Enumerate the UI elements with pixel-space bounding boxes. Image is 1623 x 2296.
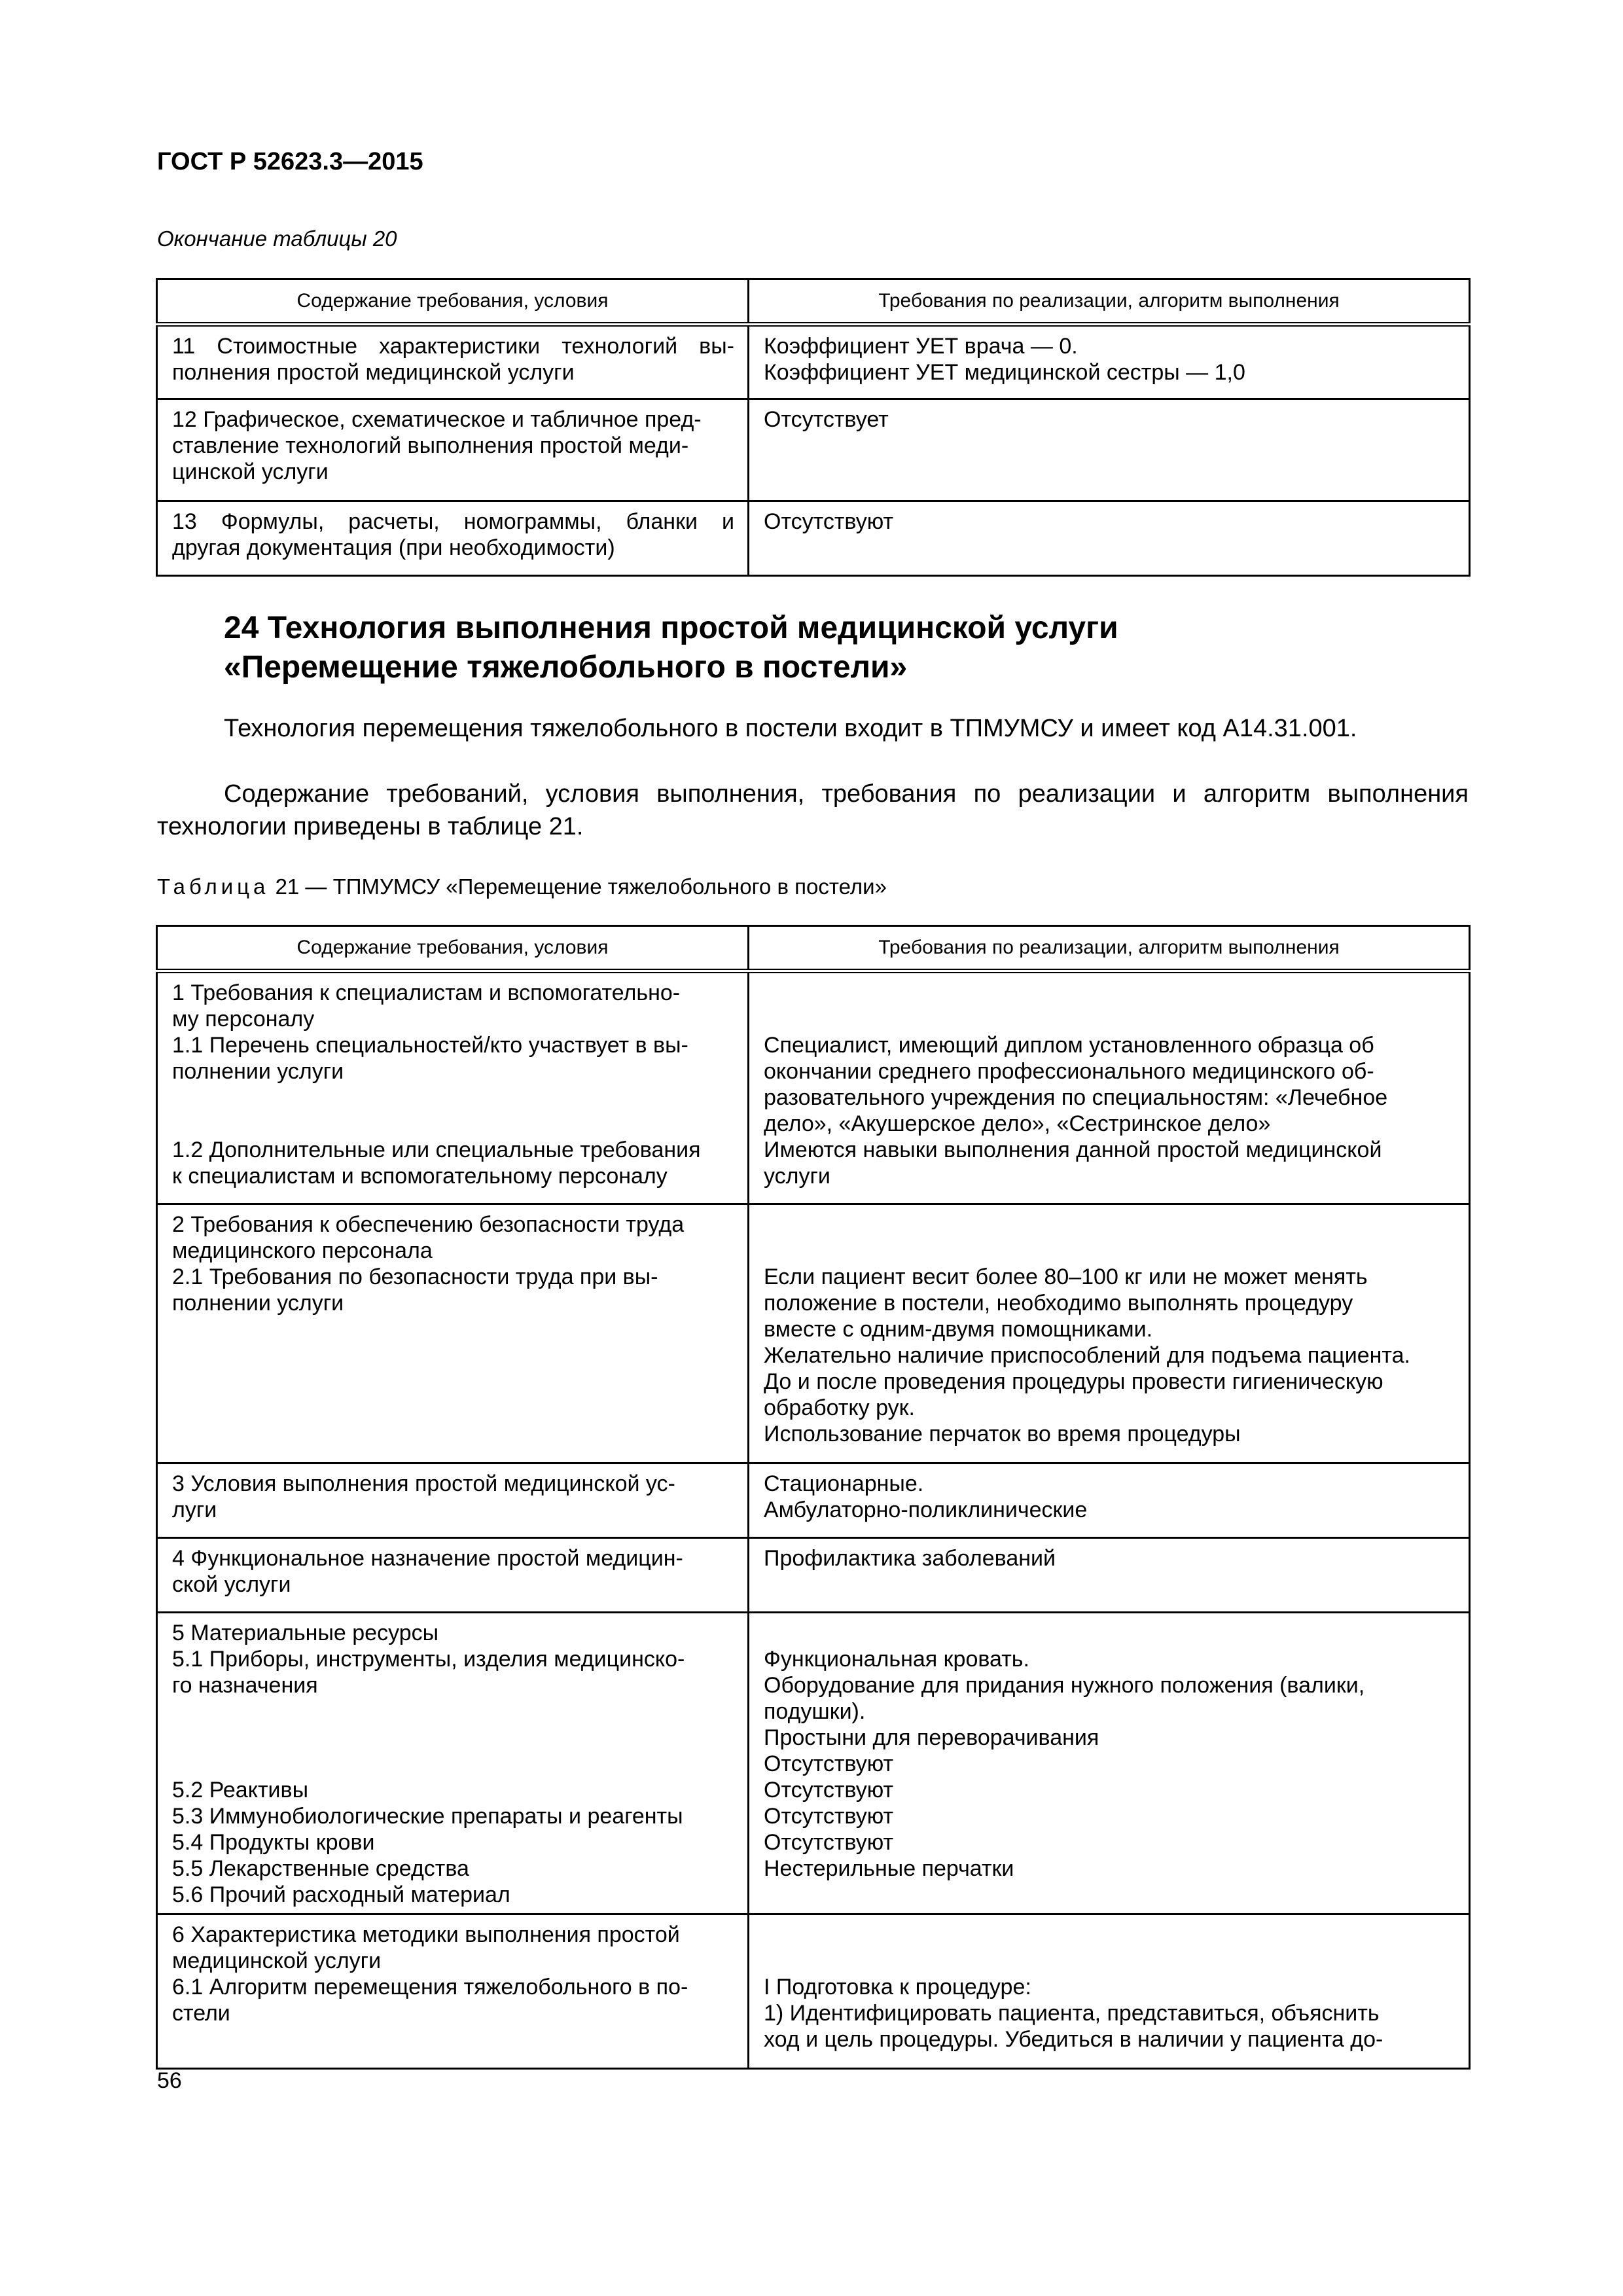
implementation-cell — [749, 1204, 1470, 1463]
requirement-cell — [157, 325, 749, 399]
table-row — [157, 325, 1470, 399]
section-title-line: 24 Технология выполнения простой медицинской услуги — [224, 611, 1118, 645]
cell-line: ской услуги — [172, 1572, 291, 1597]
cell-line: другая документация (при необходимости) — [172, 535, 615, 560]
table-caption-word: Таблица — [157, 874, 270, 899]
cell-line: Оборудование для придания нужного положения (валики, — [764, 1673, 1365, 1698]
cell-line: цинской услуги — [172, 459, 329, 484]
column-header-requirement: Содержание требования, условия — [157, 279, 749, 325]
table-row — [157, 1538, 1470, 1613]
column-header-requirement: Содержание требования, условия — [157, 926, 749, 971]
requirement-cell — [157, 1538, 749, 1613]
cell-line: 1.1 Перечень специальностей/кто участвует в вы- — [172, 1033, 688, 1058]
cell-line: 5.3 Иммунобиологические препараты и реагенты — [172, 1804, 683, 1829]
cell-line: 13 Формулы, расчеты, номограммы, бланки и — [172, 509, 734, 534]
document-code-header: ГОСТ Р 52623.3—2015 — [157, 148, 423, 175]
table-row — [157, 971, 1470, 1204]
cell-line: Нестерильные перчатки — [764, 1856, 1014, 1881]
table-continuation-caption: Окончание таблицы 20 — [157, 226, 397, 251]
cell-line: 1.2 Дополнительные или специальные требования — [172, 1138, 701, 1162]
section-title — [224, 609, 1118, 687]
cell-line: Амбулаторно-поликлинические — [764, 1498, 1088, 1522]
cell-line: медицинской услуги — [172, 1948, 382, 1973]
cell-line: Отсутствуют — [764, 1830, 894, 1855]
implementation-cell — [749, 325, 1470, 399]
cell-line: обработку рук. — [764, 1395, 915, 1420]
cell-line: 1) Идентифицировать пациента, представиться, объяснить — [764, 2001, 1380, 2026]
cell-line: 5 Материальные ресурсы — [172, 1621, 439, 1645]
cell-line: полнении услуги — [172, 1291, 344, 1316]
page-number: 56 — [157, 2068, 182, 2093]
cell-line: ход и цель процедуры. Убедиться в наличии у пациента до- — [764, 2027, 1383, 2052]
table-20 — [156, 278, 1471, 577]
cell-line: 5.6 Прочий расходный материал — [172, 1882, 510, 1907]
requirement-cell — [157, 1613, 749, 1914]
cell-line: 5.5 Лекарственные средства — [172, 1856, 469, 1881]
column-header-implementation: Требования по реализации, алгоритм выполнения — [749, 926, 1470, 971]
table-caption — [157, 874, 887, 899]
paragraph — [157, 778, 1469, 843]
implementation-cell — [749, 1463, 1470, 1538]
cell-line: 4 Функциональное назначение простой медицин- — [172, 1546, 683, 1571]
cell-line: полнении услуги — [172, 1059, 344, 1084]
section-title-line: «Перемещение тяжелобольного в постели» — [224, 650, 908, 685]
cell-line: Отсутствуют — [764, 1804, 894, 1829]
cell-line: Отсутствует — [764, 407, 889, 432]
cell-line: Имеются навыки выполнения данной простой медицинской — [764, 1138, 1382, 1162]
cell-line: к специалистам и вспомогательному персоналу — [172, 1164, 668, 1189]
requirement-cell — [157, 1204, 749, 1463]
cell-line: подушки). — [764, 1699, 866, 1724]
cell-line: Отсутствуют — [764, 509, 894, 534]
cell-line: 6.1 Алгоритм перемещения тяжелобольного в по- — [172, 1975, 688, 2000]
implementation-cell — [749, 1613, 1470, 1914]
table-row — [157, 1204, 1470, 1463]
table-row — [157, 399, 1470, 501]
table-21 — [156, 925, 1471, 2070]
implementation-cell — [749, 1914, 1470, 2069]
table-header-row — [157, 279, 1470, 325]
cell-line: дело», «Акушерское дело», «Сестринское дело» — [764, 1111, 1271, 1136]
cell-line: Специалист, имеющий диплом установленного образца об — [764, 1033, 1374, 1058]
cell-line: разовательного учреждения по специальностям: «Лечебное — [764, 1085, 1388, 1110]
cell-line: Простыни для переворачивания — [764, 1725, 1099, 1750]
cell-line: 2 Требования к обеспечению безопасности труда — [172, 1212, 685, 1237]
cell-line: му персоналу — [172, 1007, 315, 1031]
cell-line: Стационарные. — [764, 1471, 924, 1496]
cell-line: 6 Характеристика методики выполнения простой — [172, 1922, 680, 1947]
cell-line: Коэффициент УЕТ медицинской сестры — 1,0 — [764, 360, 1245, 385]
cell-line: 2.1 Требования по безопасности труда при вы- — [172, 1265, 658, 1289]
cell-line: услуги — [764, 1164, 830, 1189]
cell-line: Отсутствуют — [764, 1778, 894, 1803]
cell-line: окончании среднего профессионального медицинского об- — [764, 1059, 1374, 1084]
table-caption-text: 21 — ТПМУМСУ «Перемещение тяжелобольного в постели» — [275, 874, 887, 899]
cell-line: 5.1 Приборы, инструменты, изделия медицинско- — [172, 1647, 685, 1672]
cell-line: Профилактика заболеваний — [764, 1546, 1056, 1571]
cell-line: Если пациент весит более 80–100 кг или не может менять — [764, 1265, 1368, 1289]
cell-line: стели — [172, 2001, 230, 2026]
implementation-cell — [749, 501, 1470, 576]
cell-line: Использование перчаток во время процедуры — [764, 1422, 1241, 1446]
requirement-cell — [157, 399, 749, 501]
cell-line: 3 Условия выполнения простой медицинской ус- — [172, 1471, 675, 1496]
cell-line: Функциональная кровать. — [764, 1647, 1029, 1672]
table-header-row — [157, 926, 1470, 971]
implementation-cell — [749, 1538, 1470, 1613]
cell-line: 12 Графическое, схематическое и табличное пред- — [172, 407, 702, 432]
cell-line: 5.2 Реактивы — [172, 1778, 309, 1803]
paragraph-text: Технология перемещения тяжелобольного в постели входит в ТПМУМСУ и имеет код А14.31.001. — [224, 715, 1357, 742]
cell-line: го назначения — [172, 1673, 318, 1698]
requirement-cell — [157, 1463, 749, 1538]
requirement-cell — [157, 501, 749, 576]
cell-line: 1 Требования к специалистам и вспомогательно- — [172, 980, 681, 1005]
cell-line: полнения простой медицинской услуги — [172, 360, 575, 385]
cell-line: ставление технологий выполнения простой меди- — [172, 433, 689, 458]
cell-line: медицинского персонала — [172, 1238, 433, 1263]
implementation-cell — [749, 971, 1470, 1204]
paragraph — [157, 712, 1469, 745]
column-header-implementation: Требования по реализации, алгоритм выполнения — [749, 279, 1470, 325]
table-row — [157, 1914, 1470, 2069]
table-row — [157, 501, 1470, 576]
implementation-cell — [749, 399, 1470, 501]
cell-line: вместе с одним-двумя помощниками. — [764, 1317, 1153, 1342]
table-row — [157, 1613, 1470, 1914]
cell-line: луги — [172, 1498, 217, 1522]
requirement-cell — [157, 1914, 749, 2069]
cell-line: 11 Стоимостные характеристики технологий вы- — [172, 334, 734, 359]
cell-line: Отсутствуют — [764, 1751, 894, 1776]
paragraph-text: Содержание требований, условия выполнения, требования по реализации и алгоритм выполнения технологии приведены в таблице 21. — [157, 780, 1469, 840]
cell-line: 5.4 Продукты крови — [172, 1830, 375, 1855]
table-row — [157, 1463, 1470, 1538]
cell-line: I Подготовка к процедуре: — [764, 1975, 1031, 2000]
requirement-cell — [157, 971, 749, 1204]
cell-line: положение в постели, необходимо выполнять процедуру — [764, 1291, 1353, 1316]
cell-line: Коэффициент УЕТ врача — 0. — [764, 334, 1078, 359]
cell-line: Желательно наличие приспособлений для подъема пациента. — [764, 1343, 1410, 1368]
cell-line: До и после проведения процедуры провести гигиеническую — [764, 1369, 1383, 1394]
